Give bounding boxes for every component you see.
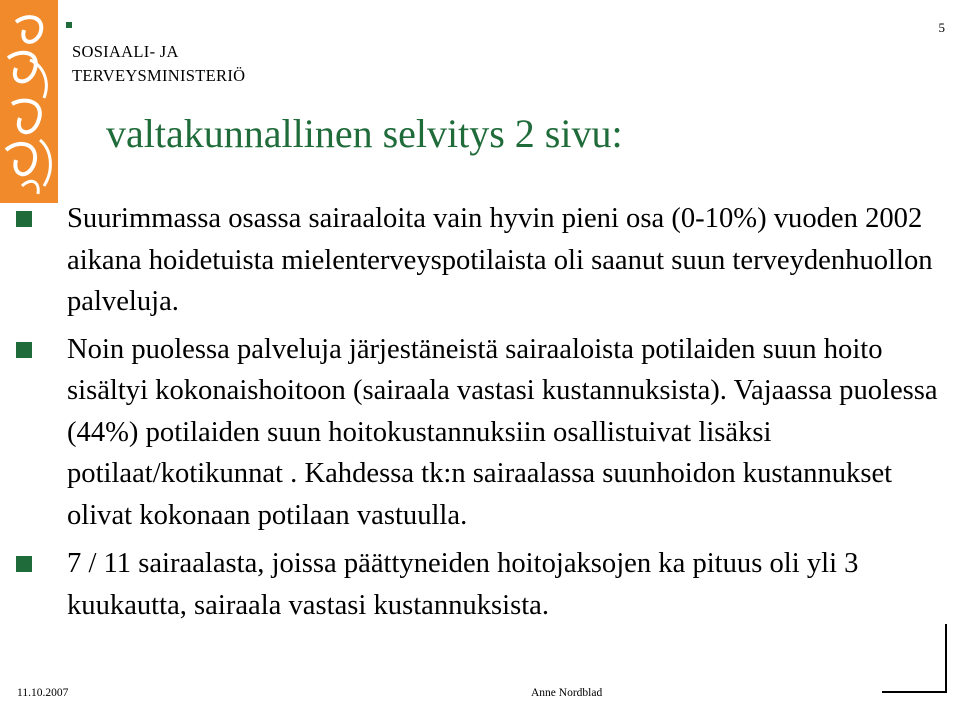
page-corner-decoration bbox=[882, 624, 947, 693]
page-number: 5 bbox=[938, 20, 945, 35]
bullet-text: Suurimmassa osassa sairaaloita vain hyvin pieni osa (0-10%) vuoden 2002 aikana hoidetuista mielenterveyspotilaista oli saanut suun terveydenhuollon palveluja. bbox=[67, 203, 933, 317]
bullet-square-icon bbox=[16, 211, 32, 227]
organization-name bbox=[72, 40, 332, 88]
footer-date: 11.10.2007 bbox=[17, 687, 69, 699]
organization-name-line-2: TERVEYSMINISTERIÖ bbox=[72, 66, 246, 85]
bullet-item bbox=[16, 329, 951, 537]
bullet-text: 7 / 11 sairaalasta, joissa päättyneiden hoitojaksojen ka pituus oli yli 3 kuukautta, sairaala vastasi kustannuksista. bbox=[67, 548, 859, 621]
footer-author: Anne Nordblad bbox=[531, 687, 603, 699]
logo-square-icon bbox=[66, 22, 72, 28]
figure-logo-icon bbox=[0, 0, 58, 203]
bullet-item bbox=[16, 198, 951, 323]
bullet-square-icon bbox=[16, 342, 32, 358]
bullet-text: Noin puolessa palveluja järjestäneistä sairaaloista potilaiden suun hoito sisältyi kokonaishoitoon (sairaala vastasi kustannuksista). Vajaassa puolessa (44%) potilaiden suun hoitokustannuksiin osallistuivat lisäksi potilaat/kotikunnat . Kahdessa tk:n sairaalassa suunhoidon kustannukset olivat kokonaan potilaan vastuulla. bbox=[67, 333, 938, 531]
organization-name-line-1: SOSIAALI- JA bbox=[72, 42, 179, 61]
bullet-list bbox=[16, 198, 951, 626]
bullet-square-icon bbox=[16, 556, 32, 572]
slide-title: valtakunnallinen selvitys 2 sivu: bbox=[106, 111, 623, 156]
bullet-item bbox=[16, 543, 951, 626]
